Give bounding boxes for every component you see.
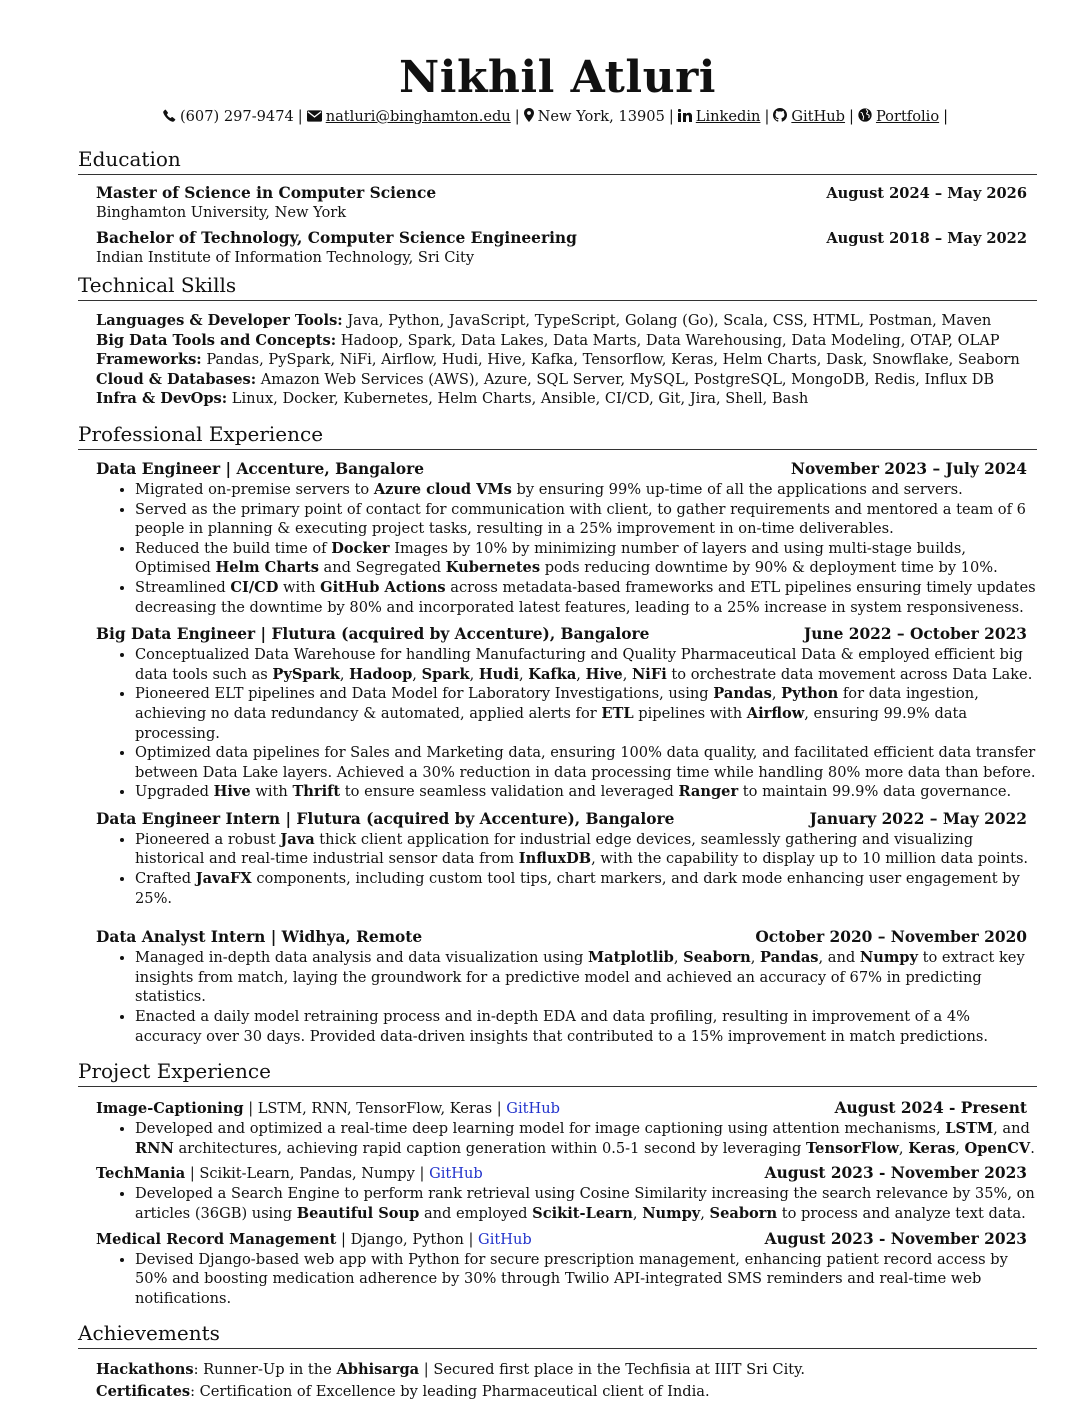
separator: |: [849, 108, 854, 125]
job-title: Data Analyst Intern | Widhya, Remote: [96, 928, 423, 947]
text-run: Enacted a daily model retraining process and in-depth EDA and data profiling, resulting in improvement of a 4% accuracy over 30 days. Provided data-driven insights that contributed to a 15% improvement in match predictions.: [135, 1008, 989, 1045]
degree: Bachelor of Technology, Computer Science Engineering: [96, 229, 577, 247]
bold-keyword: JavaFX: [195, 870, 252, 888]
text-run: across metadata-based frameworks and ETL pipelines ensuring timely updates decreasing the downtime by 80% and incorporated latest features, leading to a 25% increase in system responsiveness.: [135, 578, 1036, 616]
bold-keyword: Numpy: [859, 949, 918, 967]
skill-label: Cloud & Databases:: [96, 370, 257, 388]
project-github-link[interactable]: GitHub: [429, 1165, 483, 1183]
text-run: thick client application for industrial edge devices, seamlessly gathering and visualizing historical and real-time industrial sensor data from: [135, 830, 974, 868]
text-run: ,: [576, 665, 586, 683]
text-run: to orchestrate data movement across Data Lake.: [666, 665, 1033, 683]
text-run: Upgraded: [135, 783, 214, 801]
skill-row: [96, 311, 1027, 331]
achievements-section: [78, 1322, 1037, 1403]
text-run: ,: [955, 1139, 965, 1157]
skill-label: Frameworks:: [96, 351, 202, 369]
bold-keyword: NiFi: [631, 665, 667, 683]
text-run: Pioneered ELT pipelines and Data Model for Laboratory Investigations, using: [135, 685, 714, 703]
bullet-item: [135, 480, 1037, 500]
date-range: August 2018 – May 2022: [826, 230, 1027, 247]
degree: Master of Science in Computer Science: [96, 184, 437, 202]
project-name: TechMania: [96, 1165, 186, 1183]
skill-value: Hadoop, Spark, Data Lakes, Data Marts, Data Warehousing, Data Modeling, OTAP, OLAP: [340, 331, 1000, 349]
text-run: , and: [993, 1120, 1030, 1138]
text-run: Migrated on-premise servers to: [135, 480, 374, 498]
text-run: ,: [700, 1205, 710, 1222]
candidate-name: Nikhil Atluri: [399, 52, 716, 103]
bullet-item: [135, 869, 1037, 908]
text-run: and employed: [419, 1205, 533, 1222]
text-run: Optimized data pipelines for Sales and Marketing data, ensuring 100% data quality, and facilitated efficient data transfer between Data Lake layers. Achieved a 30% reduction in data processing time while handling 80% more data than before.: [135, 744, 1036, 781]
text-run: to maintain 99.9% data governance.: [738, 783, 1012, 801]
text-run: Conceptualized Data Warehouse for handling Manufacturing and Quality Pharmaceutical Data & employed efficient big data tools such as: [135, 646, 1023, 683]
education-item: [96, 229, 1027, 266]
text-run: components, including custom tool tips, chart markers, and dark mode enhancing user engagement by 25%.: [135, 870, 1020, 907]
text-run: ,: [898, 1139, 909, 1157]
skill-value: Java, Python, JavaScript, TypeScript, Golang (Go), Scala, CSS, HTML, Postman, Maven: [347, 312, 992, 329]
bullet-list: [96, 1184, 1037, 1223]
text-run: , and: [818, 949, 860, 967]
text-run: , ensuring 99.9% data processing.: [135, 704, 968, 742]
text-run: ,: [673, 949, 684, 967]
text-run: Managed in-depth data analysis and data visualization using: [135, 949, 589, 967]
bold-keyword: Seaborn: [683, 949, 751, 967]
text-run: Streamlined: [135, 578, 231, 596]
bold-keyword: Beautiful Soup: [296, 1205, 420, 1222]
phone-number: (607) 297-9474: [179, 108, 294, 125]
separator: |: [297, 108, 303, 125]
separator: |: [943, 108, 949, 125]
achievement-item: [96, 1381, 1027, 1403]
job-entry: [96, 625, 1036, 802]
skill-row: [96, 331, 1027, 351]
text-run: , with the capability to display up to 10 million data points.: [591, 850, 1029, 868]
bold-keyword: RNN: [135, 1139, 174, 1157]
text-run: ,: [622, 665, 632, 683]
bullet-item: [135, 1007, 1037, 1046]
linkedin-icon: [678, 109, 692, 126]
job-title: Data Engineer | Accenture, Bangalore: [96, 459, 424, 478]
text-run: : Runner-Up in the: [193, 1361, 337, 1379]
text-run: architectures, achieving rapid caption generation within 0.5-1 second by leveraging: [173, 1139, 806, 1157]
bold-keyword: Abhisarga: [336, 1361, 420, 1379]
text-run: Pioneered a robust: [135, 830, 281, 848]
project-github-link[interactable]: GitHub: [506, 1100, 560, 1118]
job-title: Big Data Engineer | Flutura (acquired by Accenture), Bangalore: [96, 625, 650, 644]
skill-row: [96, 350, 1027, 370]
job-title: Data Engineer Intern | Flutura (acquired by Accenture), Bangalore: [96, 809, 675, 828]
bold-keyword: Spark: [421, 665, 470, 683]
bold-keyword: Pandas: [713, 685, 772, 703]
text-run: with: [250, 783, 293, 801]
bullet-item: [135, 1250, 1037, 1309]
bold-keyword: Java: [280, 830, 315, 848]
skill-label: Big Data Tools and Concepts:: [96, 331, 337, 349]
text-run: Crafted: [135, 870, 196, 888]
date-range: August 2023 - November 2023: [764, 1164, 1027, 1183]
bold-keyword: PySpark: [272, 665, 340, 683]
school: Binghamton University, New York: [96, 204, 347, 221]
bullet-list: [96, 645, 1037, 802]
project-stack: | LSTM, RNN, TensorFlow, Keras |: [248, 1100, 502, 1118]
contact-line: [78, 108, 1037, 126]
bold-keyword: Hadoop: [349, 665, 413, 683]
date-range: November 2023 – July 2024: [790, 459, 1027, 478]
skill-value: Linux, Docker, Kubernetes, Helm Charts, Ansible, CI/CD, Git, Jira, Shell, Bash: [231, 390, 809, 408]
bold-keyword: Seaborn: [709, 1205, 778, 1222]
text-run: Served as the primary point of contact for communication with client, to gather requirements and mentored a team of 6 people in planning & executing project tasks, resulting in a 25% improvement in on-time deliverables.: [135, 500, 1026, 538]
phone-icon: [163, 109, 176, 126]
date-range: August 2024 - Present: [834, 1099, 1027, 1118]
bold-keyword: Helm Charts: [215, 559, 319, 577]
text-run: pods reducing downtime by 90% & deployment time by 10%.: [540, 559, 998, 577]
section-title: Education: [78, 148, 1037, 175]
text-run: by ensuring 99% up-time of all the applications and servers.: [511, 480, 963, 498]
linkedin-link[interactable]: Linkedin: [695, 108, 761, 125]
achievement-item: [96, 1359, 1027, 1381]
bold-keyword: Azure cloud VMs: [373, 480, 512, 498]
date-range: October 2020 – November 2020: [755, 928, 1027, 947]
project-name: Medical Record Management: [96, 1230, 337, 1248]
bullet-list: [96, 830, 1037, 908]
bold-keyword: Kubernetes: [445, 559, 541, 577]
text-run: ,: [339, 665, 350, 683]
bullet-item: [135, 500, 1037, 539]
bullet-item: [135, 1119, 1037, 1158]
separator: |: [514, 108, 520, 125]
bold-keyword: Kafka: [528, 665, 577, 683]
text-run: Developed and optimized a real-time deep learning model for image captioning using attention mechanisms,: [135, 1120, 946, 1138]
map-pin-icon: [524, 108, 534, 126]
bold-keyword: Pandas: [759, 949, 819, 967]
text-run: Reduced the build time of: [135, 539, 332, 557]
section-title: Technical Skills: [78, 274, 1037, 301]
github-icon: [773, 108, 787, 126]
bullet-list: [96, 480, 1037, 617]
date-range: August 2023 - November 2023: [764, 1229, 1027, 1248]
bold-keyword: Numpy: [642, 1205, 701, 1222]
location: New York, 13905: [537, 108, 665, 125]
bold-keyword: TensorFlow: [805, 1139, 899, 1157]
bold-keyword: InfluxDB: [518, 850, 592, 868]
text-run: to ensure seamless validation and leveraged: [340, 783, 679, 801]
github-link[interactable]: GitHub: [791, 108, 846, 125]
project-entry: [96, 1230, 1027, 1309]
text-run: : Certification of Excellence by leading Pharmaceutical client of India.: [190, 1383, 710, 1401]
globe-icon: [858, 108, 872, 126]
project-stack: | Scikit-Learn, Pandas, Numpy |: [189, 1165, 425, 1183]
bullet-item: [135, 743, 1037, 782]
project-stack: | Django, Python |: [341, 1230, 474, 1248]
project-name: Image-Captioning: [96, 1100, 244, 1118]
bold-keyword: Hive: [585, 665, 623, 683]
school: Indian Institute of Information Technology, Sri City: [96, 249, 475, 266]
bullet-item: [135, 645, 1037, 684]
job-entry: [96, 928, 1027, 1046]
project-entry: [96, 1099, 1035, 1158]
separator: |: [764, 108, 770, 125]
bullet-item: [135, 782, 1037, 802]
bold-keyword: Python: [781, 685, 839, 703]
text-run: ,: [750, 949, 760, 967]
text-run: Developed a Search Engine to perform rank retrieval using Cosine Similarity increasing the search relevance by 35%, on articles (36GB) using: [135, 1185, 1035, 1222]
section-title: Professional Experience: [78, 423, 1037, 450]
text-run: ,: [771, 685, 782, 703]
bullet-list: [96, 1250, 1037, 1309]
section-title: Achievements: [78, 1322, 1037, 1349]
bold-keyword: Ranger: [678, 783, 739, 801]
bullet-item: [135, 830, 1037, 869]
bold-keyword: Airflow: [746, 704, 805, 722]
text-run: pipelines with: [633, 704, 747, 722]
skill-value: Amazon Web Services (AWS), Azure, SQL Server, MySQL, PostgreSQL, MongoDB, Redis, Influx DB: [260, 370, 995, 388]
bold-keyword: CI/CD: [230, 578, 279, 596]
bold-keyword: LSTM: [945, 1120, 994, 1138]
bold-keyword: Matplotlib: [588, 949, 674, 967]
portfolio-link[interactable]: Portfolio: [875, 108, 940, 125]
education-item: [96, 184, 1027, 221]
text-run: .: [1030, 1139, 1035, 1157]
bold-keyword: Certificates: [96, 1383, 191, 1401]
text-run: Images by 10% by minimizing number of layers and using multi-stage builds, Optimised: [135, 539, 967, 577]
job-entry: [96, 810, 1027, 908]
text-run: | Secured first place in the Techfisia at IIIT Sri City.: [419, 1361, 806, 1379]
bullet-item: [135, 1184, 1037, 1223]
bullet-list: [96, 1119, 1037, 1158]
date-range: January 2022 – May 2022: [809, 809, 1027, 828]
skill-label: Languages & Developer Tools:: [96, 312, 343, 329]
text-run: ,: [412, 665, 422, 683]
bold-keyword: Hive: [213, 783, 251, 801]
bullet-item: [135, 578, 1037, 617]
date-range: June 2022 – October 2023: [803, 625, 1027, 644]
text-run: ,: [469, 665, 479, 683]
resume-page: [78, 52, 1037, 1403]
bold-keyword: ETL: [601, 704, 634, 722]
project-github-link[interactable]: GitHub: [478, 1230, 532, 1248]
skills-list: [78, 311, 1037, 409]
bold-keyword: Thrift: [292, 783, 341, 801]
bullet-item: [135, 948, 1037, 1007]
text-run: ,: [519, 665, 529, 683]
bold-keyword: Keras: [908, 1139, 956, 1157]
experience-section: [78, 423, 1037, 1046]
job-entry: [96, 459, 1036, 617]
separator: |: [668, 108, 674, 125]
text-run: ,: [632, 1205, 643, 1222]
bullet-item: [135, 684, 1037, 743]
bold-keyword: OpenCV: [964, 1139, 1031, 1157]
bullet-list: [96, 948, 1037, 1046]
bold-keyword: Docker: [331, 539, 390, 557]
skill-row: [96, 370, 1027, 390]
envelope-icon: [307, 109, 322, 126]
email-link[interactable]: natluri@binghamton.edu: [325, 108, 511, 125]
bold-keyword: Hudi: [478, 665, 520, 683]
text-run: and Segregated: [318, 559, 446, 577]
text-run: with: [278, 578, 321, 596]
skill-value: Pandas, PySpark, NiFi, Airflow, Hudi, Hive, Kafka, Tensorflow, Keras, Helm Charts, Dask, Snowflake, Seaborn: [206, 351, 1020, 369]
text-run: to extract key insights from match, laying the groundwork for a predictive model and achieved an accuracy of 67% in predicting statistics.: [135, 949, 1025, 1006]
text-run: Devised Django-based web app with Python for secure prescription management, enhancing patient record access by 50% and boosting medication adherence by 30% through Twilio API-integrated SMS reminders and real-time web notifications.: [135, 1250, 1008, 1307]
bold-keyword: Scikit-Learn: [532, 1205, 633, 1222]
education-section: [78, 148, 1037, 266]
text-run: for data ingestion, achieving no data redundancy & automated, applied alerts for: [135, 685, 979, 722]
project-entry: [96, 1164, 1035, 1223]
skill-row: [96, 389, 1027, 409]
bullet-item: [135, 539, 1037, 578]
skills-section: [78, 274, 1037, 409]
date-range: August 2024 – May 2026: [826, 185, 1027, 202]
achievements-list: [78, 1359, 1037, 1403]
bold-keyword: GitHub Actions: [320, 578, 446, 596]
skill-label: Infra & DevOps:: [96, 390, 228, 408]
bold-keyword: Hackathons: [96, 1361, 194, 1379]
projects-section: [78, 1060, 1037, 1308]
text-run: to process and analyze text data.: [777, 1205, 1026, 1222]
section-title: Project Experience: [78, 1060, 1037, 1087]
